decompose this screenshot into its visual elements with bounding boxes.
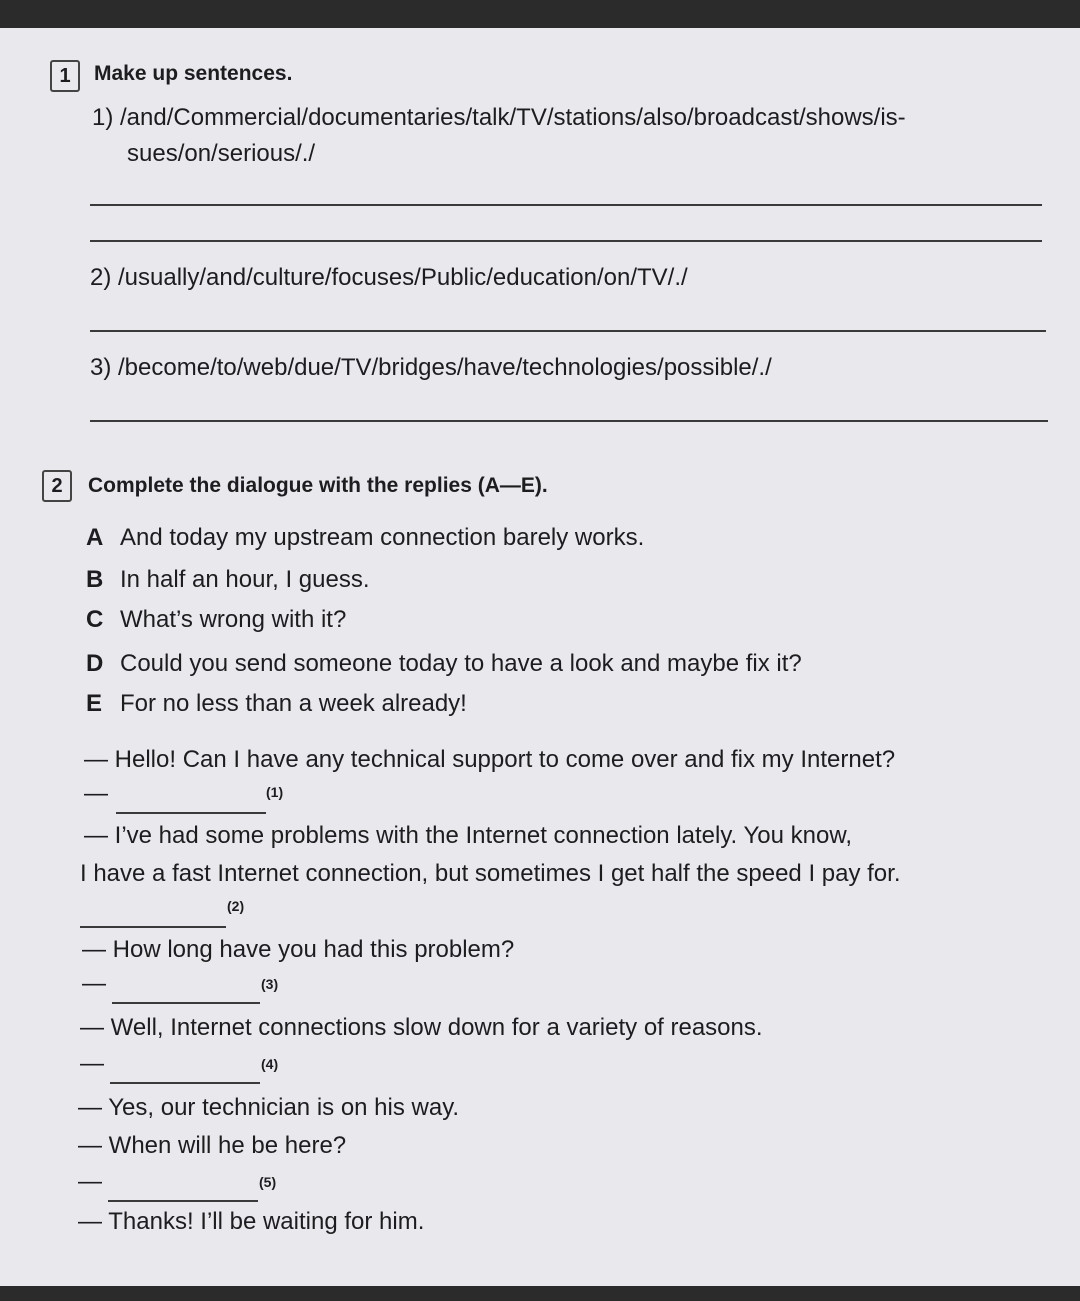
exercise-1-item-1 bbox=[92, 104, 906, 132]
exercise-1-title: Make up sentences. bbox=[94, 62, 293, 85]
reply-letter: B bbox=[86, 566, 104, 593]
reply-text: Could you send someone today to have a look and maybe fix it? bbox=[120, 650, 802, 677]
item-label: 3) bbox=[90, 354, 112, 381]
item-text: /and/Commercial/documentaries/talk/TV/stations/also/broadcast/shows/is- bbox=[120, 104, 906, 131]
gap-dash: — bbox=[78, 1168, 102, 1195]
reply-text: What’s wrong with it? bbox=[120, 606, 347, 633]
gap-5-number: (5) bbox=[259, 1174, 277, 1190]
top-bar bbox=[0, 0, 1080, 28]
item-text: /usually/and/culture/focuses/Public/education/on/TV/./ bbox=[118, 264, 688, 291]
gap-2-number: (2) bbox=[227, 898, 245, 914]
gap-5-blank[interactable] bbox=[108, 1200, 258, 1202]
gap-3-number: (3) bbox=[261, 976, 279, 992]
reply-text: For no less than a week already! bbox=[120, 690, 467, 717]
bottom-bar bbox=[0, 1286, 1080, 1301]
answer-line bbox=[90, 330, 1046, 332]
reply-letter: E bbox=[86, 690, 103, 717]
dialogue-line-4: — Well, Internet connections slow down for a variety of reasons. bbox=[80, 1014, 763, 1041]
exercise-1-item-2 bbox=[90, 264, 688, 292]
gap-1-number: (1) bbox=[266, 784, 284, 800]
reply-d bbox=[86, 650, 802, 678]
exercise-1-item-1-cont: sues/on/serious/./ bbox=[127, 140, 316, 167]
dialogue-line-7: — Thanks! I’ll be waiting for him. bbox=[78, 1208, 425, 1235]
worksheet-page bbox=[0, 28, 1080, 1286]
gap-4-blank[interactable] bbox=[110, 1082, 260, 1084]
reply-a bbox=[86, 524, 644, 552]
exercise-2-number: 2 bbox=[42, 470, 72, 502]
reply-text: And today my upstream connection barely works. bbox=[120, 524, 645, 551]
item-label: 2) bbox=[90, 264, 112, 291]
dialogue-line-2-cont: I have a fast Internet connection, but sometimes I get half the speed I pay for. bbox=[80, 860, 901, 887]
reply-e bbox=[86, 690, 467, 718]
exercise-1-item-3 bbox=[90, 354, 772, 382]
gap-1-blank[interactable] bbox=[116, 812, 266, 814]
reply-text: In half an hour, I guess. bbox=[120, 566, 370, 593]
item-label: 1) bbox=[92, 104, 114, 131]
gap-4-number: (4) bbox=[261, 1056, 279, 1072]
gap-dash: — bbox=[84, 780, 108, 807]
gap-3-blank[interactable] bbox=[112, 1002, 260, 1004]
dialogue-line-1: — Hello! Can I have any technical support to come over and fix my Internet? bbox=[84, 746, 896, 773]
dialogue-line-6: — When will he be here? bbox=[78, 1132, 347, 1159]
reply-letter: D bbox=[86, 650, 104, 677]
reply-letter: C bbox=[86, 606, 104, 633]
reply-b bbox=[86, 566, 370, 594]
dialogue-line-3: — How long have you had this problem? bbox=[82, 936, 515, 963]
answer-line bbox=[90, 240, 1042, 242]
reply-letter: A bbox=[86, 524, 104, 551]
dialogue-line-2: — I’ve had some problems with the Internet connection lately. You know, bbox=[84, 822, 852, 849]
gap-2-blank[interactable] bbox=[80, 926, 226, 928]
answer-line bbox=[90, 420, 1048, 422]
exercise-1-number: 1 bbox=[50, 60, 80, 92]
dialogue-line-5: — Yes, our technician is on his way. bbox=[78, 1094, 460, 1121]
gap-dash: — bbox=[80, 1050, 104, 1077]
reply-c bbox=[86, 606, 346, 634]
gap-dash: — bbox=[82, 970, 106, 997]
item-text: /become/to/web/due/TV/bridges/have/technologies/possible/./ bbox=[118, 354, 772, 381]
answer-line bbox=[90, 204, 1042, 206]
exercise-2-title: Complete the dialogue with the replies (A—E). bbox=[88, 474, 548, 497]
